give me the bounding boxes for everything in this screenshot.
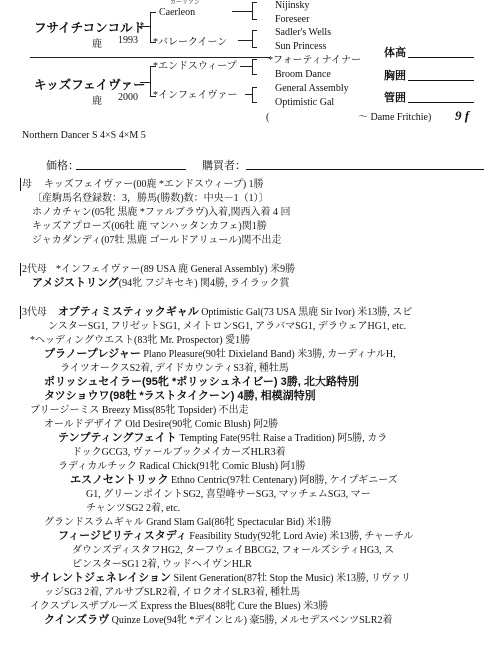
third-dam-line-11: ドックGCG3, ヴァールブックメイカーズHLR3着 — [72, 447, 286, 458]
gs-dam: Foreseer — [275, 14, 310, 25]
dam-section-label: 母 — [22, 179, 32, 190]
connector — [238, 40, 252, 41]
height-label: 体高 — [384, 47, 406, 59]
connector — [252, 19, 257, 20]
third-dam-line-16: グランドスラムギャル Grand Slam Gal(86牝 Spectacular Bid) 米1勝 — [44, 517, 332, 528]
connector — [252, 74, 257, 75]
second-dam-label: 2代母 — [22, 264, 47, 275]
buyer-field[interactable] — [246, 169, 484, 170]
connector — [252, 59, 253, 74]
connector — [140, 26, 150, 27]
connector — [252, 2, 257, 3]
dam-line-3: ホノカチャン(05牝 黒鹿 *ファルブラヴ)入着,関西入着 4 回 — [32, 207, 291, 218]
dam-name: キッズフェイヴァー — [34, 78, 146, 92]
connector — [252, 47, 257, 48]
dam-line-4: キッズアプローズ(06牡 鹿 マンハッタンカフェ)関1勝 — [32, 221, 267, 232]
sire-year: 1993 — [118, 35, 138, 46]
third-dam-line-19: ピンスターSG1 2着, ウッドヘイヴンHLR — [72, 559, 252, 570]
third-dam-line-5: ライツオークスS2着, デイドカウンティS3着, 種牡馬 — [60, 363, 289, 374]
third-dam-line-12: ラディカルチック Radical Chick(91牝 Comic Blush) 阿1勝 — [58, 461, 306, 472]
third-dam-line-7: タツショウワ(98牡 *ラストタイクーン) 4勝, 相模湖特別 — [44, 390, 316, 402]
divider — [30, 57, 270, 58]
connector — [252, 102, 257, 103]
third-dam-line-10: テンプティングフェイト Tempting Fate(95牡 Raise a Tradition) 阿5勝, カラ — [58, 432, 388, 444]
girth-label: 胸囲 — [384, 70, 406, 82]
connector — [150, 12, 151, 42]
sire-color: 鹿 — [92, 39, 102, 50]
family-number: 9 f — [455, 108, 470, 123]
third-dam-line-13: エスノセントリック Ethno Centric(97牡 Centenary) 阿8勝, ケイプギニーズ — [70, 474, 398, 486]
third-dam-line-14: G1, グリーンポイントSG2, 喜望峰サーSG3, マッチェムSG3, マー — [86, 489, 371, 500]
third-dam-line-23: クインズラヴ Quinze Love(94牝 *デインヒル) 豪5勝, メルセデスベンツSLR2着 — [44, 614, 393, 626]
sire-dam: *バレークイーン — [153, 37, 228, 48]
family-tail: ～ Dame Fritchie) — [358, 112, 432, 123]
dam-line-2: 〔産駒馬名登録数：3，勝馬(勝数)数：中央－1（1）〕 — [32, 193, 269, 204]
sire-sire-ruby: カーリアン — [170, 0, 200, 6]
family-open: ( — [266, 112, 270, 123]
third-dam-line-15: チャンツSG2 2着, etc. — [86, 503, 181, 514]
sire-sire: Caerleon — [159, 7, 196, 18]
ds-dam: Broom Dance — [275, 69, 331, 80]
connector — [252, 30, 253, 47]
third-dam-line-8: ブリージーミス Breezy Miss(85牝 Topsider) 不出走 — [30, 405, 249, 416]
dam-year: 2000 — [118, 92, 138, 103]
dam-color: 鹿 — [92, 96, 102, 107]
connector — [150, 12, 156, 13]
connector — [252, 2, 253, 19]
dam-line-1: キッズフェイヴァー(00鹿 *エンドスウィープ) 1勝 — [44, 179, 264, 190]
dam-sire: *エンドスウィープ — [153, 61, 237, 72]
connector — [252, 87, 257, 88]
ds-sire: *フォーティナイナー — [268, 55, 361, 66]
third-dam-line-2: ンスターSG1, フリゼットSG1, メイトロンSG1, アラバマSG1, デラウェアHG1, etc. — [48, 321, 407, 332]
price-label: 価格： — [46, 160, 79, 172]
third-dam-line-3: *ヘッディングウエスト(83牝 Mr. Prospector) 愛1勝 — [30, 335, 251, 346]
dam-dam: *インフェイヴァー — [153, 90, 238, 101]
second-dam-line-2: アメジストリング(94牝 フジキセキ) 関4勝, ライラック賞 — [32, 277, 290, 289]
height-field[interactable] — [408, 57, 474, 58]
connector — [232, 11, 252, 12]
dd-sire: General Assembly — [275, 83, 349, 94]
third-dam-line-17: フィージビリティスタディ Feasibility Study(92牝 Lord Avie) 米13勝, チャーチル — [58, 530, 414, 542]
girth-field[interactable] — [408, 80, 474, 81]
third-dam-line-22: イクスプレスザブルーズ Express the Blues(88牝 Cure the Blues) 米3勝 — [30, 601, 329, 612]
price-field[interactable] — [76, 169, 186, 170]
connector — [245, 94, 252, 95]
third-dam-line-1: オプティミスティックギャル Optimistic Gal(73 USA 黒鹿 Sir Ivor) 米13勝, スピ — [58, 306, 413, 318]
gs-sire: Nijinsky — [275, 0, 310, 11]
connector — [252, 59, 257, 60]
third-dam-line-4: プラノープレジャー Plano Pleasure(90牡 Dixieland Band) 米3勝, カーディナルH, — [44, 348, 396, 360]
sire-name: フサイチコンコルド — [34, 21, 146, 35]
second-dam-line-1: *インフェイヴァー(89 USA 鹿 General Assembly) 米9勝 — [56, 264, 296, 275]
connector — [252, 30, 257, 31]
third-dam-line-9: オールドデザイア Old Desire(90牝 Comic Blush) 阿2勝 — [44, 419, 279, 430]
third-dam-label: 3代母 — [22, 307, 47, 318]
third-dam-line-20: サイレントジェネレイション Silent Generation(87牡 Stop the Music) 米13勝, リヴァリ — [30, 572, 411, 584]
connector — [140, 82, 150, 83]
connector — [252, 87, 253, 102]
third-dam-line-6: ポリッシュセイラー(95牝 *ポリッシュネイビー) 3勝, 北大路特別 — [44, 376, 359, 388]
gd-sire: Sadler's Wells — [275, 27, 332, 38]
third-dam-line-18: ダウンズディスタフHG2, ターフウェイBBCG2, フォールズシティHG3, ス — [72, 545, 395, 556]
third-dam-line-21: ッジSG3 2着, アルサブSLR2着, イロクオイSLR3着, 種牡馬 — [44, 587, 301, 598]
cannon-label: 管囲 — [384, 92, 406, 104]
dd-dam: Optimistic Gal — [275, 97, 335, 108]
inbreeding-note: Northern Dancer S 4×S 4×M 5 — [22, 130, 146, 141]
gd-dam: Sun Princess — [275, 41, 327, 52]
cannon-field[interactable] — [408, 102, 474, 103]
connector — [150, 66, 151, 96]
connector — [240, 66, 252, 67]
buyer-label: 購買者： — [202, 160, 246, 172]
dam-line-5: ジャカダンディ(07牡 黒鹿 ゴールドアリュール)関不出走 — [32, 235, 282, 246]
